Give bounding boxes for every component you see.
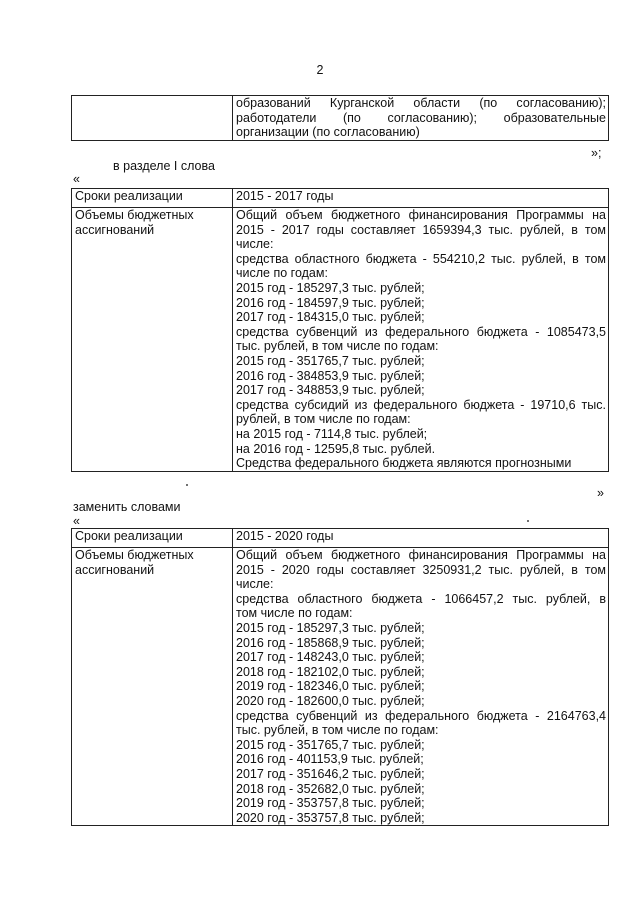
- new-row2-label: [72, 548, 233, 826]
- new-line: 2019 год - 353757,8 тыс. рублей;: [236, 796, 425, 811]
- top-table-line: организации (по согласованию): [236, 125, 420, 140]
- old-line: на 2016 год - 12595,8 тыс. рублей.: [236, 441, 436, 456]
- old-line: рублей, в том числе по годам:: [236, 412, 411, 427]
- page-number: 2: [316, 63, 324, 77]
- old-row2-value: [233, 208, 609, 472]
- new-line: 2020 год - 182600,0 тыс. рублей;: [236, 693, 425, 708]
- open-quote-1: «: [73, 172, 80, 186]
- speck: [527, 520, 529, 522]
- new-program-table: [71, 528, 609, 826]
- new-row2-label-line: ассигнований: [75, 562, 155, 577]
- new-line: 2016 год - 401153,9 тыс. рублей;: [236, 752, 424, 767]
- old-row2-label-line: ассигнований: [75, 222, 155, 237]
- old-line: числе:: [236, 237, 274, 252]
- top-table-text-cell: [233, 96, 609, 141]
- replace-text: заменить словами: [73, 500, 181, 514]
- top-table-line: образований Курганской области (по согласованию);: [236, 96, 606, 110]
- old-row2-label-line: Объемы бюджетных: [75, 208, 194, 222]
- old-line: 2015 год - 185297,3 тыс. рублей;: [236, 280, 425, 295]
- old-line: 2017 год - 184315,0 тыс. рублей;: [236, 310, 425, 325]
- top-table-empty-cell: [72, 96, 233, 141]
- old-row1-label: Сроки реализации: [72, 189, 233, 208]
- top-table: [71, 95, 609, 141]
- new-line: том числе по годам:: [236, 606, 353, 621]
- close-quote-1: »;: [591, 146, 602, 160]
- old-line: 2016 год - 384853,9 тыс. рублей;: [236, 368, 425, 383]
- speck: [186, 484, 188, 486]
- new-row2-value: [233, 548, 609, 826]
- new-line: 2017 год - 351646,2 тыс. рублей;: [236, 766, 425, 781]
- open-quote-2: «: [73, 514, 80, 528]
- new-line: 2018 год - 352682,0 тыс. рублей;: [236, 781, 425, 796]
- old-line: числе по годам:: [236, 266, 328, 281]
- new-line: 2017 год - 148243,0 тыс. рублей;: [236, 650, 425, 665]
- new-row2-label-line: Объемы бюджетных: [75, 548, 194, 562]
- new-line: 2018 год - 182102,0 тыс. рублей;: [236, 664, 425, 679]
- old-line: 2015 год - 351765,7 тыс. рублей;: [236, 353, 425, 368]
- old-line: 2017 год - 348853,9 тыс. рублей;: [236, 383, 425, 398]
- new-line: Общий объем бюджетного финансирования Программы на: [236, 548, 606, 562]
- new-line: 2015 год - 185297,3 тыс. рублей;: [236, 620, 425, 635]
- top-table-line: работодатели (по согласованию); образовательные: [236, 110, 606, 125]
- new-line: средства субвенций из федерального бюджета - 2164763,4: [236, 708, 606, 723]
- old-line: средства субвенций из федерального бюджета - 1085473,5: [236, 324, 606, 339]
- new-line: 2016 год - 185868,9 тыс. рублей;: [236, 635, 425, 650]
- old-program-table: [71, 188, 609, 472]
- old-line: 2015 - 2017 годы составляет 1659394,3 тыс. рублей, в том: [236, 222, 606, 237]
- old-line: Средства федерального бюджета являются прогнозными: [236, 456, 572, 471]
- old-line: средства субсидий из федерального бюджета - 19710,6 тыс.: [236, 397, 606, 412]
- section-text: в разделе I слова: [113, 159, 215, 173]
- new-line: числе:: [236, 577, 274, 592]
- old-line: средства областного бюджета - 554210,2 тыс. рублей, в том: [236, 251, 606, 266]
- old-line: 2016 год - 184597,9 тыс. рублей;: [236, 295, 425, 310]
- new-line: 2015 год - 351765,7 тыс. рублей;: [236, 737, 425, 752]
- new-row1-label: Сроки реализации: [72, 529, 233, 548]
- old-row1-value: 2015 - 2017 годы: [233, 189, 609, 208]
- new-line: 2019 год - 182346,0 тыс. рублей;: [236, 679, 425, 694]
- old-line: Общий объем бюджетного финансирования Программы на: [236, 208, 606, 222]
- new-line: тыс. рублей, в том числе по годам:: [236, 723, 439, 738]
- old-line: на 2015 год - 7114,8 тыс. рублей;: [236, 426, 428, 441]
- new-line: средства областного бюджета - 1066457,2 тыс. рублей, в: [236, 591, 606, 606]
- new-line: 2015 - 2020 годы составляет 3250931,2 тыс. рублей, в том: [236, 562, 606, 577]
- old-line: тыс. рублей, в том числе по годам:: [236, 339, 439, 354]
- close-quote-2: »: [597, 486, 604, 500]
- new-line: 2020 год - 353757,8 тыс. рублей;: [236, 810, 425, 825]
- old-row2-label: [72, 208, 233, 472]
- new-row1-value: 2015 - 2020 годы: [233, 529, 609, 548]
